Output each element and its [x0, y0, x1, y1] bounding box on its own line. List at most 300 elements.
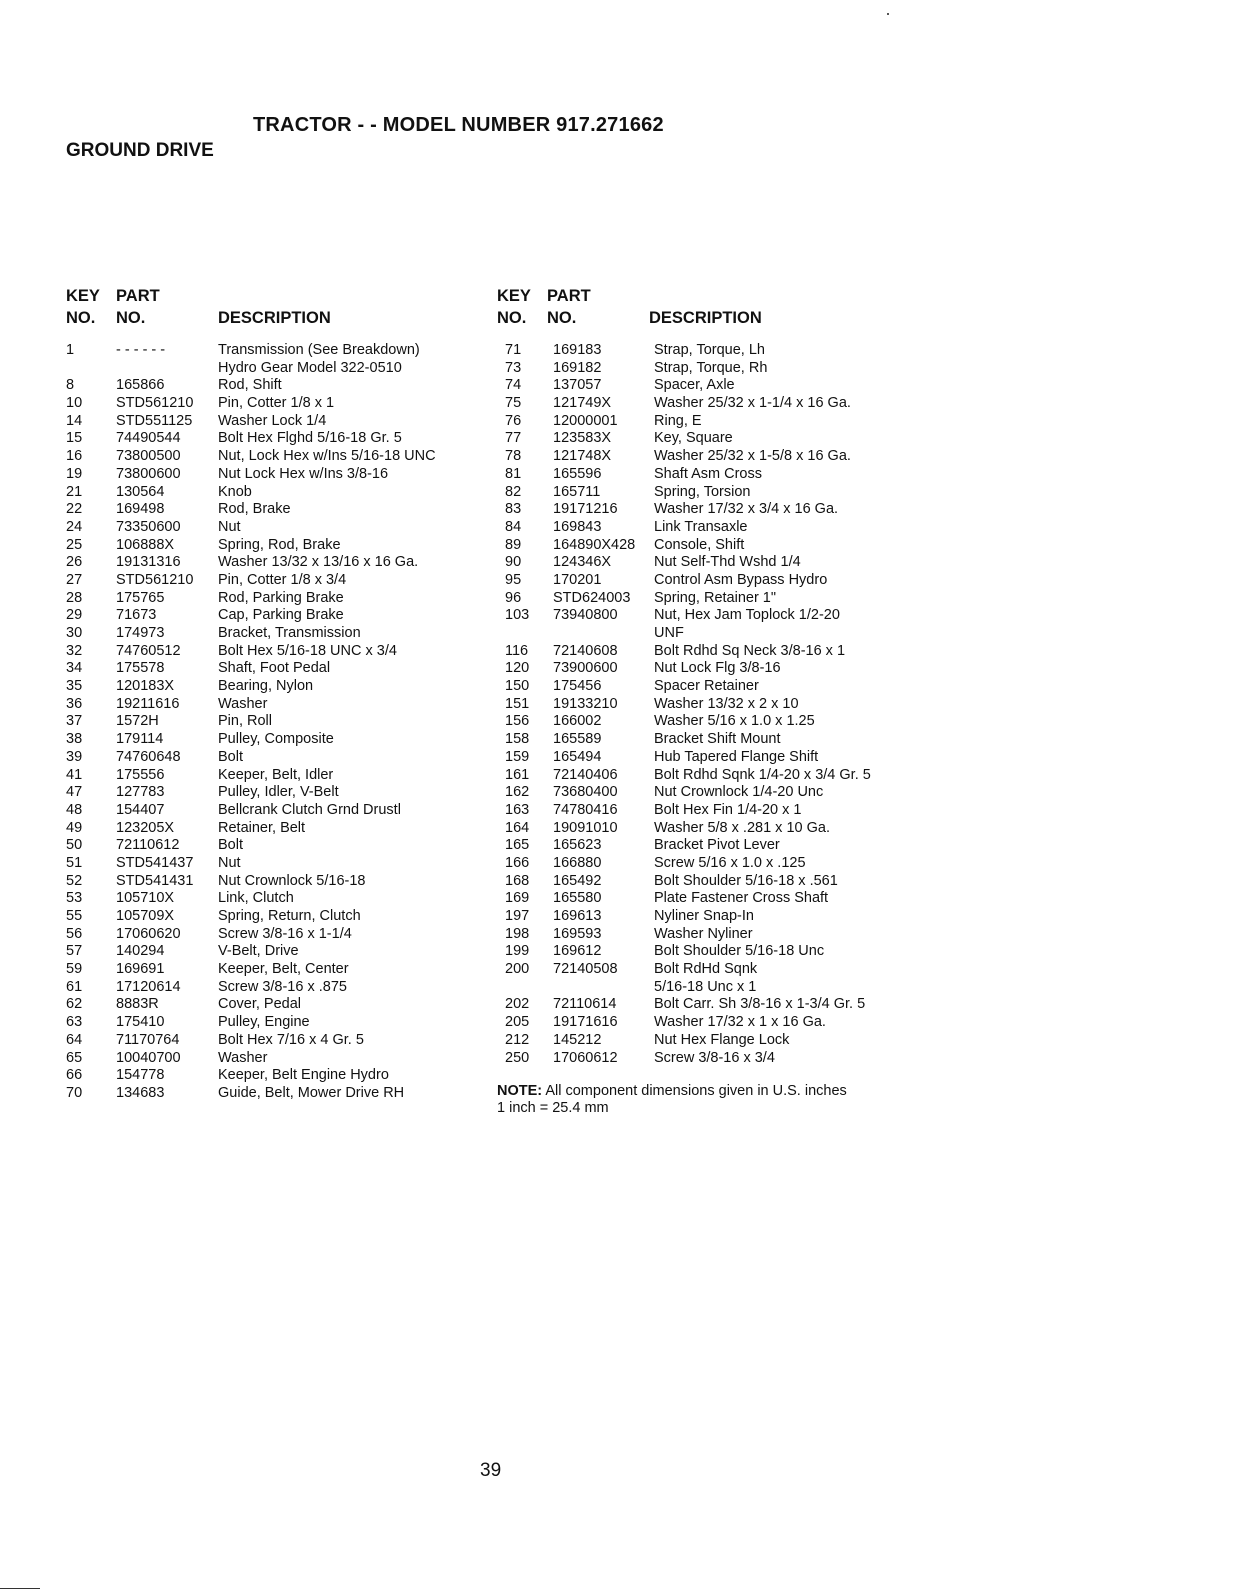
part-no: 74760648: [116, 748, 181, 765]
key-no: 77: [505, 430, 522, 447]
table-header: [497, 287, 927, 337]
key-no: 61: [66, 978, 83, 995]
description: Washer 13/32 x 2 x 10: [654, 695, 799, 712]
table-row: [497, 377, 927, 395]
table-row: [497, 625, 927, 643]
table-row: [497, 890, 927, 908]
part-no: STD561210: [116, 571, 194, 588]
part-no: STD624003: [553, 589, 631, 606]
part-no: 137057: [553, 377, 602, 394]
scan-speck: [887, 13, 889, 15]
description: Bolt Carr. Sh 3/8-16 x 1-3/4 Gr. 5: [654, 996, 866, 1013]
description: Bolt: [218, 748, 243, 765]
part-no: 19131316: [116, 554, 181, 571]
description: Nut Crownlock 5/16-18: [218, 872, 366, 889]
description: Bolt Rdhd Sq Neck 3/8-16 x 1: [654, 642, 846, 659]
page-title: TRACTOR - - MODEL NUMBER 917.271662: [253, 114, 664, 136]
key-no: 24: [66, 518, 83, 535]
key-no: 52: [66, 872, 83, 889]
description: Washer 17/32 x 1 x 16 Ga.: [654, 1014, 826, 1031]
part-no: 72140406: [553, 766, 618, 783]
table-row: [497, 926, 927, 944]
key-no: 34: [66, 660, 83, 677]
part-no: 10040700: [116, 1049, 181, 1066]
description: Keeper, Belt, Idler: [218, 766, 334, 783]
table-row: [497, 855, 927, 873]
table-row: [66, 607, 496, 625]
part-no: 12000001: [553, 412, 618, 429]
key-no: 96: [505, 589, 522, 606]
part-no: 175578: [116, 660, 165, 677]
part-no: 169843: [553, 518, 602, 535]
scan-edge-line: [0, 1588, 40, 1589]
key-no: 66: [66, 1067, 83, 1084]
description: 5/16-18 Unc x 1: [654, 978, 757, 995]
table-row: [66, 1085, 496, 1103]
table-row: [66, 448, 496, 466]
part-no: 72110614: [553, 996, 617, 1013]
table-row: [497, 767, 927, 785]
description: Knob: [218, 483, 252, 500]
description: Nut Self-Thd Wshd 1/4: [654, 554, 801, 571]
table-row: [66, 855, 496, 873]
key-no: 162: [505, 784, 530, 801]
table-row: [497, 643, 927, 661]
description: Bracket, Transmission: [218, 625, 361, 641]
table-row: [497, 1014, 927, 1032]
table-row: [66, 784, 496, 802]
part-no: 169691: [116, 961, 165, 978]
header-key-no: NO.: [497, 309, 527, 327]
part-no: 166002: [553, 713, 602, 730]
description: Rod, Shift: [218, 377, 282, 394]
part-no: 73940800: [553, 607, 618, 624]
part-no: 19091010: [553, 819, 618, 836]
header-part-no: NO.: [547, 309, 577, 327]
part-no: 73900600: [553, 660, 618, 677]
table-row: [66, 802, 496, 820]
key-no: 25: [66, 536, 83, 553]
description: Bolt RdHd Sqnk: [654, 961, 758, 978]
key-no: 29: [66, 607, 83, 624]
description: Washer Lock 1/4: [218, 412, 327, 429]
key-no: 27: [66, 571, 83, 588]
table-row: [66, 820, 496, 838]
header-part: PART: [547, 287, 591, 305]
description: Nut Crownlock 1/4-20 Unc: [654, 784, 824, 801]
table-row: [66, 731, 496, 749]
part-no: 124346X: [553, 554, 612, 571]
key-no: 28: [66, 589, 83, 606]
key-no: 103: [505, 607, 530, 624]
description: Ring, E: [654, 412, 702, 429]
table-row: [66, 625, 496, 643]
description: Plate Fastener Cross Shaft: [654, 890, 829, 907]
table-row: [66, 342, 496, 360]
part-no: 123583X: [553, 430, 612, 447]
table-row: [497, 961, 927, 979]
description: Washer Nyliner: [654, 925, 753, 942]
part-no: 121749X: [553, 395, 612, 412]
table-row: [497, 466, 927, 484]
description: Nut, Lock Hex w/Ins 5/16-18 UNC: [218, 448, 436, 465]
description: Nyliner Snap-In: [654, 908, 754, 924]
key-no: 198: [505, 925, 530, 942]
key-no: 163: [505, 801, 530, 818]
part-no: 165580: [553, 890, 602, 907]
part-no: 154407: [116, 801, 165, 818]
part-no: 123205X: [116, 819, 175, 836]
description: Nut Lock Hex w/Ins 3/8-16: [218, 465, 389, 482]
part-no: 175410: [116, 1014, 165, 1031]
description: Hydro Gear Model 322-0510: [218, 359, 402, 376]
table-row: [66, 554, 496, 572]
part-no: 72140608: [553, 642, 618, 659]
description: Spring, Torsion: [654, 483, 751, 500]
part-no: 105710X: [116, 890, 175, 907]
key-no: 199: [505, 943, 530, 960]
description: Screw 3/8-16 x 3/4: [654, 1049, 775, 1066]
part-no: STD551125: [116, 412, 193, 429]
description: Cap, Parking Brake: [218, 607, 344, 624]
part-no: STD541431: [116, 872, 194, 889]
description: Spacer, Axle: [654, 377, 735, 394]
key-no: 48: [66, 801, 83, 818]
description: Bolt Hex Flghd 5/16-18 Gr. 5: [218, 430, 402, 447]
table-row: [66, 519, 496, 537]
key-no: 8: [66, 377, 75, 394]
part-no: 134683: [116, 1084, 165, 1101]
table-row: [66, 660, 496, 678]
description: Keeper, Belt Engine Hydro: [218, 1067, 389, 1084]
table-row: [66, 1014, 496, 1032]
part-no: 106888X: [116, 536, 175, 553]
part-no: 73350600: [116, 518, 181, 535]
description: Spacer Retainer: [654, 678, 759, 695]
key-no: 151: [505, 695, 530, 712]
description: Keeper, Belt, Center: [218, 961, 349, 978]
description: Nut Lock Flg 3/8-16: [654, 660, 781, 677]
parts-table-right: [497, 287, 927, 1117]
part-no: 140294: [116, 943, 165, 960]
table-header: [66, 287, 496, 337]
description: Bolt Hex 7/16 x 4 Gr. 5: [218, 1031, 364, 1048]
description: Nut: [218, 854, 241, 871]
header-key: KEY: [66, 287, 100, 305]
part-no: 169593: [553, 925, 602, 942]
description: Washer 5/16 x 1.0 x 1.25: [654, 713, 815, 730]
key-no: 10: [66, 395, 83, 412]
table-row: [66, 1067, 496, 1085]
description: Link, Clutch: [218, 890, 294, 907]
description: Nut: [218, 518, 241, 535]
part-no: 175456: [553, 678, 602, 695]
table-row: [497, 784, 927, 802]
table-row: [66, 537, 496, 555]
table-row: [66, 890, 496, 908]
description: Key, Square: [654, 430, 733, 447]
part-no: 19133210: [553, 695, 618, 712]
table-row: [497, 1050, 927, 1068]
description: Washer: [218, 1049, 268, 1066]
key-no: 158: [505, 731, 530, 748]
description: Link Transaxle: [654, 518, 748, 535]
key-no: 83: [505, 501, 522, 518]
table-row: [66, 572, 496, 590]
part-no: 165589: [553, 731, 602, 748]
part-no: 165492: [553, 872, 602, 889]
table-row: [66, 395, 496, 413]
table-row: [497, 1032, 927, 1050]
right-rows: [497, 342, 927, 1067]
description: Strap, Torque, Rh: [654, 359, 768, 376]
key-no: 84: [505, 518, 522, 535]
key-no: 55: [66, 908, 83, 924]
table-row: [497, 908, 927, 926]
key-no: 95: [505, 571, 522, 588]
table-row: [497, 996, 927, 1014]
part-no: 175765: [116, 589, 165, 606]
part-no: 165623: [553, 837, 602, 854]
table-row: [497, 820, 927, 838]
table-row: [66, 360, 496, 378]
header-key: KEY: [497, 287, 531, 305]
table-row: [497, 590, 927, 608]
page-number: 39: [480, 1460, 502, 1481]
part-no: 1572H: [116, 713, 159, 730]
description: Transmission (See Breakdown): [218, 342, 420, 358]
key-no: 116: [505, 642, 529, 659]
part-no: 17060620: [116, 925, 181, 942]
part-no: 74760512: [116, 642, 181, 659]
table-row: [66, 979, 496, 997]
table-row: [66, 484, 496, 502]
key-no: 74: [505, 377, 522, 394]
part-no: 127783: [116, 784, 165, 801]
key-no: 168: [505, 872, 530, 889]
description: Rod, Parking Brake: [218, 589, 344, 606]
description: Washer 25/32 x 1-5/8 x 16 Ga.: [654, 448, 851, 465]
description: Pulley, Composite: [218, 731, 334, 748]
parts-table-left: [66, 287, 496, 1103]
table-row: [66, 590, 496, 608]
table-row: [66, 466, 496, 484]
description: Bolt Shoulder 5/16-18 x .561: [654, 872, 838, 889]
part-no: 169183: [553, 342, 602, 358]
key-no: 1: [66, 342, 75, 358]
table-row: [497, 731, 927, 749]
key-no: 75: [505, 395, 522, 412]
table-row: [497, 979, 927, 997]
description: UNF: [654, 625, 684, 641]
key-no: 156: [505, 713, 530, 730]
part-no: STD561210: [116, 395, 194, 412]
description: Washer 17/32 x 3/4 x 16 Ga.: [654, 501, 839, 518]
left-rows: [66, 342, 496, 1103]
header-part: PART: [116, 287, 160, 305]
key-no: 26: [66, 554, 83, 571]
description: Washer 13/32 x 13/16 x 16 Ga.: [218, 554, 419, 571]
key-no: 200: [505, 961, 530, 978]
part-no: 19211616: [116, 695, 180, 712]
part-no: 71673: [116, 607, 157, 624]
key-no: 19: [66, 465, 83, 482]
key-no: 47: [66, 784, 83, 801]
key-no: 36: [66, 695, 83, 712]
table-row: [497, 413, 927, 431]
table-row: [497, 802, 927, 820]
key-no: 21: [66, 483, 83, 500]
key-no: 41: [66, 766, 83, 783]
part-no: 120183X: [116, 678, 175, 695]
description: Shaft, Foot Pedal: [218, 660, 331, 677]
key-no: 39: [66, 748, 83, 765]
part-no: 169612: [553, 943, 602, 960]
table-row: [497, 837, 927, 855]
description: Strap, Torque, Lh: [654, 342, 765, 358]
header-description: DESCRIPTION: [218, 309, 331, 327]
note-conversion: 1 inch = 25.4 mm: [497, 1100, 609, 1117]
description: Cover, Pedal: [218, 996, 302, 1013]
key-no: 250: [505, 1049, 530, 1066]
description: Bracket Pivot Lever: [654, 837, 780, 854]
key-no: 53: [66, 890, 83, 907]
key-no: 51: [66, 854, 83, 871]
table-row: [66, 943, 496, 961]
key-no: 90: [505, 554, 522, 571]
key-no: 64: [66, 1031, 83, 1048]
part-no: STD541437: [116, 854, 194, 871]
note-label: NOTE:: [497, 1083, 543, 1100]
table-row: [497, 873, 927, 891]
description: Hub Tapered Flange Shift: [654, 748, 819, 765]
note: [497, 1083, 927, 1117]
part-no: 170201: [553, 571, 602, 588]
description: Washer: [218, 695, 268, 712]
table-row: [497, 554, 927, 572]
part-no: 165711: [553, 483, 601, 500]
table-row: [497, 537, 927, 555]
description: V-Belt, Drive: [218, 943, 299, 960]
table-row: [497, 484, 927, 502]
part-no: 179114: [116, 731, 164, 748]
description: Retainer, Belt: [218, 819, 306, 836]
table-row: [66, 643, 496, 661]
part-no: 145212: [553, 1031, 602, 1048]
key-no: 15: [66, 430, 83, 447]
key-no: 14: [66, 412, 83, 429]
description: Spring, Retainer 1": [654, 589, 777, 606]
part-no: 154778: [116, 1067, 165, 1084]
description: Spring, Rod, Brake: [218, 536, 341, 553]
description: Bolt Hex 5/16-18 UNC x 3/4: [218, 642, 397, 659]
table-row: [66, 1050, 496, 1068]
key-no: 165: [505, 837, 530, 854]
note-text: All component dimensions given in U.S. inches: [545, 1083, 847, 1100]
table-row: [66, 837, 496, 855]
header-part-no: NO.: [116, 309, 146, 327]
table-row: [66, 413, 496, 431]
key-no: 169: [505, 890, 530, 907]
part-no: 19171216: [553, 501, 618, 518]
part-no: 121748X: [553, 448, 612, 465]
table-row: [497, 943, 927, 961]
key-no: 76: [505, 412, 522, 429]
description: Bolt Shoulder 5/16-18 Unc: [654, 943, 825, 960]
table-row: [66, 908, 496, 926]
description: Bolt: [218, 837, 243, 854]
table-row: [66, 1032, 496, 1050]
table-row: [497, 660, 927, 678]
part-no: 164890X428: [553, 536, 636, 553]
header-key-no: NO.: [66, 309, 96, 327]
key-no: 212: [505, 1031, 530, 1048]
key-no: 57: [66, 943, 83, 960]
header-description: DESCRIPTION: [649, 309, 762, 327]
part-no: 73800600: [116, 465, 181, 482]
part-no: 72110612: [116, 837, 180, 854]
part-no: 73680400: [553, 784, 618, 801]
part-no: 74490544: [116, 430, 181, 447]
part-no: 19171616: [553, 1014, 618, 1031]
table-row: [497, 696, 927, 714]
description: Nut Hex Flange Lock: [654, 1031, 790, 1048]
table-row: [66, 430, 496, 448]
key-no: 50: [66, 837, 83, 854]
table-row: [497, 360, 927, 378]
part-no: 166880: [553, 854, 602, 871]
key-no: 56: [66, 925, 83, 942]
table-row: [66, 996, 496, 1014]
key-no: 166: [505, 854, 530, 871]
key-no: 78: [505, 448, 522, 465]
table-row: [497, 749, 927, 767]
key-no: 37: [66, 713, 83, 730]
table-row: [66, 678, 496, 696]
key-no: 161: [505, 766, 530, 783]
part-no: 175556: [116, 766, 165, 783]
section-title: GROUND DRIVE: [66, 140, 214, 161]
key-no: 38: [66, 731, 83, 748]
key-no: 82: [505, 483, 522, 500]
part-no: 8883R: [116, 996, 159, 1013]
table-row: [66, 926, 496, 944]
table-row: [66, 749, 496, 767]
part-no: 174973: [116, 625, 165, 641]
table-row: [66, 501, 496, 519]
description: Washer 25/32 x 1-1/4 x 16 Ga.: [654, 395, 851, 412]
description: Screw 3/8-16 x .875: [218, 978, 347, 995]
key-no: 205: [505, 1014, 530, 1031]
description: Nut, Hex Jam Toplock 1/2-20: [654, 607, 840, 624]
part-no: 72140508: [553, 961, 618, 978]
key-no: 197: [505, 908, 530, 924]
table-row: [497, 519, 927, 537]
description: Pin, Cotter 1/8 x 3/4: [218, 571, 347, 588]
table-row: [497, 430, 927, 448]
description: Screw 3/8-16 x 1-1/4: [218, 925, 352, 942]
table-row: [497, 607, 927, 625]
description: Guide, Belt, Mower Drive RH: [218, 1084, 405, 1101]
table-row: [497, 713, 927, 731]
description: Washer 5/8 x .281 x 10 Ga.: [654, 819, 830, 836]
part-no: 165866: [116, 377, 165, 394]
key-no: 63: [66, 1014, 83, 1031]
key-no: 120: [505, 660, 530, 677]
part-no: 165596: [553, 465, 602, 482]
table-row: [66, 377, 496, 395]
key-no: 150: [505, 678, 530, 695]
